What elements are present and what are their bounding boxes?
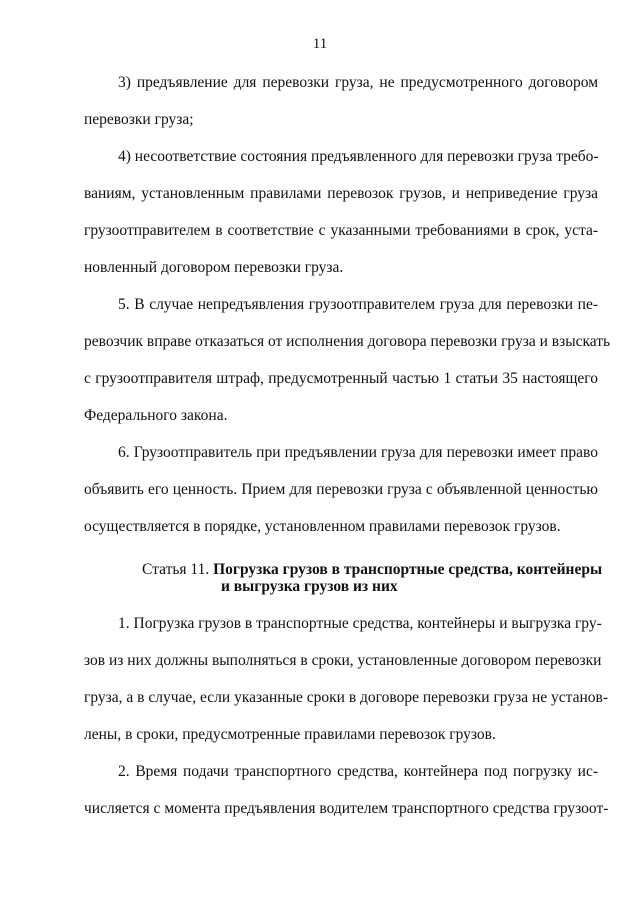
article-title-continued: и выгрузка грузов из них [221, 578, 398, 595]
page-number: 11 [312, 36, 328, 52]
paragraph-line: объявить его ценность. Прием для перевозки груза с объявленной ценностью [84, 481, 598, 498]
paragraph-line: 1. Погрузка грузов в транспортные средства, контейнеры и выгрузка гру- [118, 615, 602, 632]
paragraph-line: лены, в сроки, предусмотренные правилами перевозок грузов. [84, 726, 496, 743]
paragraph-line: 4) несоответствие состояния предъявленного для перевозки груза требо- [118, 148, 599, 165]
paragraph-line: 5. В случае непредъявления грузоотправителем груза для перевозки пе- [118, 296, 598, 313]
paragraph-line: перевозки груза; [84, 111, 194, 128]
paragraph-line: ваниям, установленным правилами перевозок грузов, и неприведение груза [84, 185, 598, 202]
article-title: Погрузка грузов в транспортные средства, контейнеры [213, 561, 603, 578]
paragraph-line: 3) предъявление для перевозки груза, не предусмотренного договором [118, 74, 598, 91]
paragraph-line: с грузоотправителя штраф, предусмотренный частью 1 статьи 35 настоящего [84, 370, 598, 387]
paragraph-line: зов из них должны выполняться в сроки, установленные договором перевозки [84, 652, 602, 669]
paragraph-line: грузоотправителем в соответствие с указанными требованиями в срок, уста- [84, 222, 598, 239]
paragraph-line: Федерального закона. [84, 407, 228, 424]
paragraph-line: ревозчик вправе отказаться от исполнения договора перевозки груза и взыскать [84, 333, 611, 350]
paragraph-line: новленный договором перевозки груза. [84, 259, 344, 276]
paragraph-line: груза, а в случае, если указанные сроки в договоре перевозки груза не установ- [84, 689, 609, 706]
paragraph-line: числяется с момента предъявления водителем транспортного средства грузоот- [84, 800, 609, 817]
paragraph-line: 2. Время подачи транспортного средства, контейнера под погрузку ис- [118, 763, 598, 780]
article-prefix: Статья 11. [142, 561, 210, 578]
paragraph-line: 6. Грузоотправитель при предъявлении груза для перевозки имеет право [118, 444, 598, 461]
paragraph-line: осуществляется в порядке, установленном правилами перевозок грузов. [84, 518, 561, 535]
